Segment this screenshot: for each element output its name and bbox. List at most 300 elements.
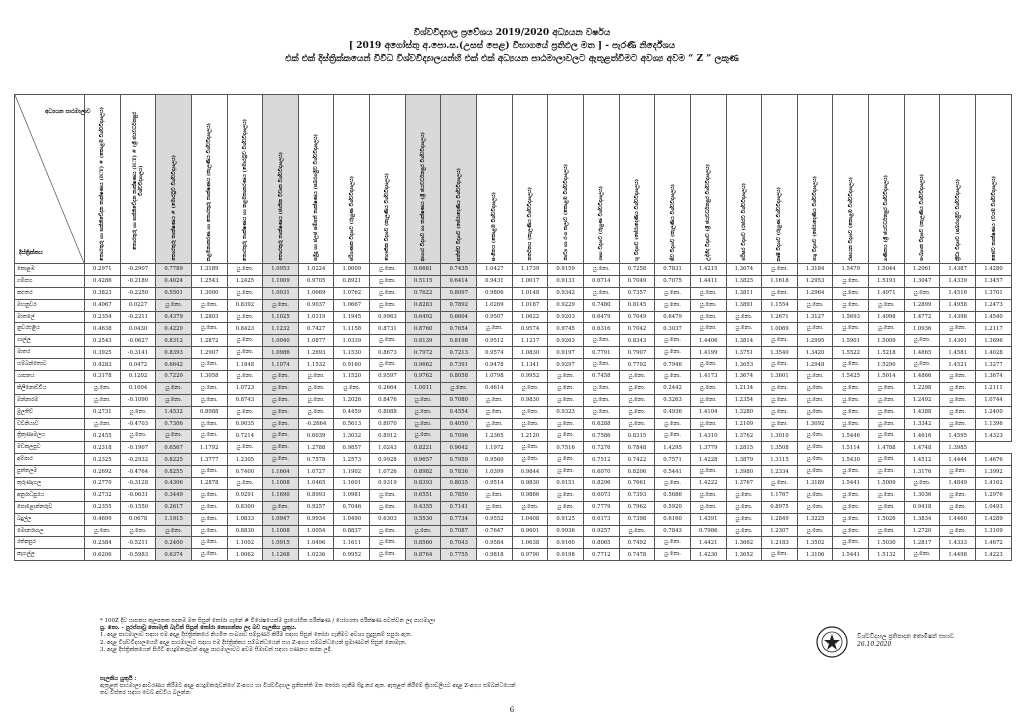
- z-score-cell: 1.4391: [690, 513, 726, 525]
- z-score-cell: යු.නො.: [762, 406, 798, 418]
- z-score-cell: 0.9131: [548, 275, 584, 287]
- column-header: [619, 95, 655, 264]
- z-score-cell: 1.4223: [976, 549, 1012, 561]
- column-header-label: කෘෂි විද්‍යාව (රුහුණ විශ්වවිද්‍යාලය): [776, 186, 783, 261]
- z-score-cell: යු.නො.: [690, 382, 726, 394]
- z-score-cell: 1.2693: [298, 347, 334, 359]
- z-score-cell: යු.නො.: [690, 287, 726, 299]
- signature-office: විශ්වවිද්‍යාල ප්‍රතිපාදන කොමිෂන් සභාව: [857, 633, 955, 640]
- z-score-cell: 1.0243: [370, 442, 406, 454]
- z-score-cell: යු.නො.: [191, 525, 227, 537]
- z-score-cell: 1.5218: [869, 347, 905, 359]
- z-score-cell: යු.නො.: [904, 287, 940, 299]
- z-score-cell: 1.3674: [976, 371, 1012, 383]
- z-score-cell: 1.1158: [334, 323, 370, 335]
- z-score-cell: 1.0727: [298, 466, 334, 478]
- z-score-cell: 0.8975: [762, 501, 798, 513]
- table-corner-cell: [15, 95, 91, 264]
- z-score-cell: 0.7755: [441, 549, 477, 561]
- z-score-cell: යු.නො.: [156, 382, 192, 394]
- z-score-cell: 1.4339: [940, 275, 976, 287]
- z-score-cell: යු.නො.: [797, 489, 833, 501]
- column-header-label: පරිසර විද්‍යාව (රජරට විශ්වවිද්‍යාලය): [740, 183, 747, 261]
- footnote-na: යු. නො. - පුරප්පාඩු නොමැති බැවින් සිසුන් තෝරා නොගන්නා ලද බව සැලකිය යුතුය.: [100, 625, 297, 632]
- z-score-cell: යු.නො.: [690, 394, 726, 406]
- district-name: මඩකලපුව: [15, 442, 85, 454]
- column-header: [904, 95, 940, 264]
- z-score-cell: 0.2354: [85, 311, 121, 323]
- z-score-cell: 1.4173: [690, 371, 726, 383]
- z-score-cell: යු.නො.: [655, 537, 691, 549]
- z-score-cell: 1.1915: [156, 513, 192, 525]
- footnote-2: 2. අදාළ විශ්වවිද්‍යාලයෙහි අදාළ පාඨමාලාව සඳහා එම දිස්ත්‍රික්කය සම්බන්ධයෙන් සහ Z-අගය සම්බන්ධයෙන් ප්‍රමාණවත් සිසුන් නොමැත.: [100, 639, 407, 646]
- z-score-cell: 0.8921: [334, 275, 370, 287]
- z-score-cell: 0.3178: [85, 371, 121, 383]
- z-score-cell: 1.2872: [191, 335, 227, 347]
- column-header: [298, 95, 334, 264]
- corner-diagonal: [15, 95, 84, 263]
- table-body: [15, 264, 1012, 561]
- z-score-cell: -0.0627: [120, 335, 156, 347]
- z-score-cell: 1.4228: [690, 454, 726, 466]
- z-score-cell: 0.7480: [583, 299, 619, 311]
- z-score-cell: 0.8988: [191, 406, 227, 418]
- district-name: මාතර: [15, 347, 85, 359]
- z-score-cell: 0.4024: [156, 275, 192, 287]
- column-header: [583, 95, 619, 264]
- table-row: [15, 264, 1012, 276]
- z-score-cell: 0.9662: [405, 359, 441, 371]
- table-row: [15, 466, 1012, 478]
- district-name: යාපනය: [15, 371, 85, 383]
- z-score-cell: 0.9297: [548, 359, 584, 371]
- z-score-cell: 1.1945: [334, 311, 370, 323]
- z-score-cell: 1.2543: [191, 275, 227, 287]
- z-score-cell: යු.නො.: [726, 323, 762, 335]
- z-score-cell: යු.නො.: [762, 478, 798, 490]
- column-header: [191, 95, 227, 264]
- z-score-cell: 0.4283: [85, 359, 121, 371]
- z-score-cell: 0.7734: [441, 513, 477, 525]
- z-score-cell: 0.5115: [405, 275, 441, 287]
- z-score-cell: 1.4398: [940, 311, 976, 323]
- z-score-cell: 1.5014: [869, 371, 905, 383]
- footnotes: [100, 618, 800, 654]
- z-score-cell: 1.1792: [191, 442, 227, 454]
- z-score-cell: 1.3652: [726, 549, 762, 561]
- z-score-cell: 0.9934: [298, 513, 334, 525]
- z-score-cell: 0.3449: [156, 489, 192, 501]
- z-score-cell: යු.නො.: [726, 501, 762, 513]
- z-score-cell: 1.0726: [370, 466, 406, 478]
- z-score-cell: 0.9560: [477, 454, 513, 466]
- z-score-cell: 1.3811: [726, 287, 762, 299]
- column-header: [976, 95, 1012, 264]
- z-score-cell: 0.4286: [85, 275, 121, 287]
- z-score-cell: 0.7141: [441, 501, 477, 513]
- z-score-cell: යු.නො.: [263, 371, 299, 383]
- z-score-cell: -0.2250: [120, 287, 156, 299]
- z-score-cell: 1.2400: [976, 406, 1012, 418]
- z-score-cell: යු.නො.: [477, 418, 513, 430]
- z-score-cell: 0.5501: [156, 287, 192, 299]
- z-score-cell: යු.නො.: [904, 478, 940, 490]
- table-row: [15, 418, 1012, 430]
- z-score-cell: 1.4333: [940, 537, 976, 549]
- z-score-cell: යු.නො.: [334, 382, 370, 394]
- z-score-cell: 1.3985: [940, 442, 976, 454]
- z-score-cell: 0.7791: [583, 347, 619, 359]
- z-score-cell: 0.7422: [619, 454, 655, 466]
- z-score-cell: 1.3779: [690, 442, 726, 454]
- z-score-cell: යු.නො.: [833, 275, 869, 287]
- z-score-cell: 1.4595: [940, 430, 976, 442]
- z-score-cell: 0.6551: [405, 489, 441, 501]
- z-score-cell: 1.1025: [263, 311, 299, 323]
- z-score-cell: යු.නො.: [833, 525, 869, 537]
- z-score-cell: යු.නො.: [797, 394, 833, 406]
- z-score-cell: 0.9952: [334, 549, 370, 561]
- z-score-cell: යු.නො.: [512, 442, 548, 454]
- z-score-cell: යු.නො.: [477, 501, 513, 513]
- district-name: පුත්තලම: [15, 466, 85, 478]
- z-score-cell: 1.4866: [904, 371, 940, 383]
- z-score-cell: යු.නො.: [263, 394, 299, 406]
- z-score-cell: -0.2664: [298, 418, 334, 430]
- z-score-cell: 0.2325: [85, 454, 121, 466]
- z-score-cell: යු.නො.: [833, 359, 869, 371]
- column-header-label: රසායන විද්‍යාව (කොළඹ විශ්වවිද්‍යාලය): [847, 176, 854, 261]
- z-score-cell: 1.3109: [976, 525, 1012, 537]
- z-score-cell: 1.1611: [334, 537, 370, 549]
- z-score-cell: යු.නො.: [548, 466, 584, 478]
- z-score-cell: 1.3420: [797, 347, 833, 359]
- z-score-cell: 1.4521: [940, 359, 976, 371]
- z-score-cell: 1.0877: [298, 335, 334, 347]
- z-score-cell: යු.නො.: [655, 418, 691, 430]
- z-score-cell: 1.0744: [976, 394, 1012, 406]
- footnote-3: 3. අදාළ දිස්ත්‍රික්කයෙන් පිහිටි අයදුම්කරුවන් අදාළ පාඨමාලාවට අවම සීමාවක් සඳහා ගණනය කරන ලදී.: [100, 646, 332, 653]
- z-score-cell: 1.0981: [334, 489, 370, 501]
- z-score-cell: යු.නො.: [405, 418, 441, 430]
- z-score-cell: යු.නො.: [191, 394, 227, 406]
- z-score-cell: 0.7435: [441, 264, 477, 276]
- z-score-cell: යු.නො.: [619, 406, 655, 418]
- z-score-cell: 0.8206: [619, 466, 655, 478]
- table-row: [15, 335, 1012, 347]
- column-header-label: නාට්‍ය හා රංග කලාව (කොළඹ විශ්වවිද්‍යාලය): [562, 164, 569, 261]
- z-score-cell: යු.නො.: [619, 371, 655, 383]
- z-score-cell: යු.නො.: [191, 418, 227, 430]
- z-score-cell: යු.නො.: [619, 525, 655, 537]
- z-score-cell: 1.3508: [762, 442, 798, 454]
- district-name: මහනුවර: [15, 299, 85, 311]
- z-score-cell: 1.4788: [869, 442, 905, 454]
- z-score-cell: 0.2543: [85, 335, 121, 347]
- z-score-cell: 0.7400: [227, 466, 263, 478]
- z-score-cell: 1.4540: [976, 311, 1012, 323]
- z-score-cell: යු.නො.: [833, 287, 869, 299]
- z-score-cell: 1.5479: [833, 264, 869, 276]
- z-score-cell: 1.3032: [334, 430, 370, 442]
- column-header: [833, 95, 869, 264]
- z-score-cell: 0.2770: [85, 478, 121, 490]
- z-score-cell: යු.නො.: [477, 489, 513, 501]
- z-score-cell: 0.6604: [441, 311, 477, 323]
- z-score-cell: 1.3106: [797, 549, 833, 561]
- z-score-cell: යු.නො.: [263, 501, 299, 513]
- z-score-cell: යු.නො.: [762, 264, 798, 276]
- z-score-cell: -0.2907: [120, 264, 156, 276]
- z-score-cell: යු.නො.: [85, 525, 121, 537]
- column-header-label: තොරතුරු හා සන්නිවේදන තාක්ෂණය (ICT) # (ශ්‍රී ජයවර්ධනපුර විශ්වවිද්‍යාලය): [131, 111, 144, 251]
- z-score-cell: 0.7357: [619, 287, 655, 299]
- z-score-cell: යු.නො.: [477, 406, 513, 418]
- z-score-cell: 1.1902: [334, 466, 370, 478]
- z-score-cell: 0.7850: [441, 489, 477, 501]
- z-score-cell: යු.නො.: [869, 299, 905, 311]
- z-score-cell: 1.0940: [263, 335, 299, 347]
- district-name: පොළොන්නරුව: [15, 501, 85, 513]
- z-score-cell: 1.4849: [940, 478, 976, 490]
- z-score-cell: 0.7306: [156, 418, 192, 430]
- district-name: මාතලේ: [15, 311, 85, 323]
- z-score-cell: 0.8743: [227, 394, 263, 406]
- z-score-cell: යු.නො.: [655, 371, 691, 383]
- z-score-cell: 0.7213: [441, 347, 477, 359]
- z-score-cell: 1.3601: [762, 371, 798, 383]
- z-score-cell: 1.2720: [904, 525, 940, 537]
- z-score-cell: 0.4554: [441, 406, 477, 418]
- district-name: රත්නපුර: [15, 537, 85, 549]
- z-score-cell: 1.1268: [263, 549, 299, 561]
- z-score-cell: යු.නො.: [191, 430, 227, 442]
- z-score-cell: 0.9928: [370, 454, 406, 466]
- z-score-cell: 1.0622: [512, 311, 548, 323]
- z-score-cell: -0.4764: [120, 466, 156, 478]
- z-score-cell: 0.9319: [370, 478, 406, 490]
- z-score-cell: 0.9818: [477, 549, 513, 561]
- z-score-cell: යු.නො.: [583, 382, 619, 394]
- z-score-cell: -0.5983: [120, 549, 156, 561]
- column-header-label: කළමනාකරණ හා තොරතුරු තාක්ෂණය (කැලණිය විශ්වවිද්‍යාලය): [206, 122, 213, 261]
- z-score-cell: 0.9160: [334, 359, 370, 371]
- z-score-cell: 0.9866: [512, 489, 548, 501]
- table-row: [15, 359, 1012, 371]
- z-score-cell: යු.නො.: [690, 359, 726, 371]
- z-score-cell: 1.5009: [869, 478, 905, 490]
- z-score-cell: 1.4388: [904, 406, 940, 418]
- z-score-cell: 0.0472: [120, 359, 156, 371]
- column-header: [334, 95, 370, 264]
- z-score-cell: 0.9574: [512, 323, 548, 335]
- z-score-cell: යු.නො.: [833, 418, 869, 430]
- z-score-cell: 1.4280: [976, 264, 1012, 276]
- z-score-cell: 0.6714: [583, 275, 619, 287]
- z-score-cell: 0.4355: [405, 501, 441, 513]
- z-score-cell: 0.7512: [583, 454, 619, 466]
- z-score-cell: 0.8058: [441, 371, 477, 383]
- table-row: [15, 311, 1012, 323]
- table-row: [15, 513, 1012, 525]
- z-score-cell: 1.0017: [512, 275, 548, 287]
- column-header: [548, 95, 584, 264]
- z-score-cell: 1.1972: [477, 442, 513, 454]
- z-score-cell: යු.නො.: [797, 442, 833, 454]
- z-score-cell: 1.4323: [976, 430, 1012, 442]
- z-score-cell: යු.නො.: [869, 394, 905, 406]
- signature-date: 26.10.2020: [857, 641, 892, 648]
- z-score-cell: යු.නො.: [583, 406, 619, 418]
- z-score-cell: 1.3674: [726, 264, 762, 276]
- z-score-cell: යු.නො.: [370, 359, 406, 371]
- z-score-cell: යු.නො.: [191, 549, 227, 561]
- z-score-cell: 1.3701: [976, 287, 1012, 299]
- z-score-cell: 0.7779: [583, 501, 619, 513]
- z-score-cell: 0.5530: [405, 513, 441, 525]
- z-score-cell: 1.3777: [191, 454, 227, 466]
- z-score-cell: 0.0227: [120, 299, 156, 311]
- z-score-cell: 0.7042: [619, 323, 655, 335]
- z-score-cell: 1.1618: [762, 275, 798, 287]
- z-score-cell: 1.3176: [904, 466, 940, 478]
- z-score-cell: 1.0408: [512, 513, 548, 525]
- z-score-cell: 1.1532: [298, 359, 334, 371]
- z-score-cell: යු.නො.: [833, 299, 869, 311]
- z-score-cell: 0.8300: [227, 501, 263, 513]
- z-score-cell: 0.7578: [298, 454, 334, 466]
- z-score-cell: යු.නො.: [548, 454, 584, 466]
- z-score-cell: 1.1601: [334, 478, 370, 490]
- z-score-cell: 1.5441: [833, 478, 869, 490]
- z-score-cell: යු.නො.: [869, 382, 905, 394]
- z-score-cell: -0.2189: [120, 275, 156, 287]
- z-score-cell: 0.7892: [441, 299, 477, 311]
- z-score-cell: 1.1848: [227, 359, 263, 371]
- note-section: [100, 676, 800, 698]
- z-score-cell: 1.3502: [797, 537, 833, 549]
- z-score-cell: යු.නො.: [370, 335, 406, 347]
- z-score-cell: 1.0224: [298, 264, 334, 276]
- z-score-cell: 0.5613: [334, 418, 370, 430]
- z-score-cell: යු.නො.: [690, 299, 726, 311]
- z-score-cell: 0.8912: [370, 430, 406, 442]
- z-score-cell: 1.1739: [512, 264, 548, 276]
- z-score-cell: 0.8393: [405, 478, 441, 490]
- z-score-cell: යු.නො.: [762, 382, 798, 394]
- z-score-cell: 1.1009: [263, 275, 299, 287]
- z-score-cell: 0.9160: [548, 537, 584, 549]
- z-score-cell: යු.නො.: [441, 382, 477, 394]
- z-score-cell: 1.4104: [690, 406, 726, 418]
- z-score-cell: 0.8764: [405, 549, 441, 561]
- z-score-cell: යු.නො.: [191, 513, 227, 525]
- z-score-cell: 0.4699: [85, 513, 121, 525]
- z-score-cell: යු.නො.: [85, 382, 121, 394]
- z-score-cell: 0.5441: [655, 466, 691, 478]
- z-score-cell: 0.7276: [583, 442, 619, 454]
- table-row: [15, 525, 1012, 537]
- z-score-cell: යු.නො.: [156, 430, 192, 442]
- z-score-cell: 1.3992: [976, 466, 1012, 478]
- z-score-cell: යු.නො.: [869, 323, 905, 335]
- z-score-cell: යු.නො.: [548, 394, 584, 406]
- z-score-cell: 0.9936: [548, 525, 584, 537]
- column-header: [690, 95, 726, 264]
- z-score-cell: 0.9514: [477, 478, 513, 490]
- z-score-cell: 0.6073: [583, 489, 619, 501]
- z-score-cell: 0.7075: [655, 275, 691, 287]
- z-score-cell: 1.0236: [298, 549, 334, 561]
- z-score-cell: 0.2971: [85, 264, 121, 276]
- z-score-cell: යු.නො.: [797, 454, 833, 466]
- z-score-cell: 0.9257: [583, 525, 619, 537]
- column-header-label: උද්භිද විද්‍යාව (ශ්‍රී ජයවර්ධනපුර විශ්වවිද්‍යාලය): [705, 164, 712, 261]
- z-score-cell: 1.2492: [904, 394, 940, 406]
- z-score-cell: 1.3751: [726, 347, 762, 359]
- z-score-cell: -0.1550: [120, 501, 156, 513]
- z-score-cell: 1.5132: [869, 549, 905, 561]
- z-score-cell: 1.4512: [904, 454, 940, 466]
- z-score-cell: 1.5446: [833, 430, 869, 442]
- district-name: බදුල්ල: [15, 513, 85, 525]
- z-score-cell: 0.6070: [583, 466, 619, 478]
- district-name: මුලතිව්: [15, 406, 85, 418]
- z-score-cell: 0.6288: [583, 418, 619, 430]
- z-score-cell: 1.0669: [298, 287, 334, 299]
- column-header-label: පරිගණක විද්‍යාව (රුහුණ විශ්වවිද්‍යාලය): [348, 175, 355, 261]
- z-score-cell: 0.6479: [583, 311, 619, 323]
- z-score-cell: 0.9507: [477, 311, 513, 323]
- z-score-cell: යු.නො.: [156, 299, 192, 311]
- z-score-cell: 0.7843: [655, 525, 691, 537]
- z-score-cell: 1.2964: [797, 287, 833, 299]
- z-score-cell: 1.0011: [405, 382, 441, 394]
- z-score-cell: 0.9263: [548, 335, 584, 347]
- z-score-cell: 0.8993: [298, 489, 334, 501]
- z-score-cell: 1.1396: [976, 418, 1012, 430]
- z-score-cell: 0.9478: [477, 359, 513, 371]
- z-score-cell: 0.9037: [298, 299, 334, 311]
- z-score-cell: යු.නො.: [690, 311, 726, 323]
- z-score-cell: 0.8476: [370, 394, 406, 406]
- z-score-cell: යු.නො.: [940, 394, 976, 406]
- z-score-cell: 1.0054: [298, 525, 334, 537]
- table-header-row: [15, 95, 1012, 264]
- z-score-cell: 1.1074: [263, 359, 299, 371]
- column-header-label: සමුද්‍ර හා ජලජ සම්පත් තාක්ෂණය (සබරගමුව විශ්වවිද්‍යාලය): [313, 134, 320, 261]
- z-score-cell: 1.2026: [334, 394, 370, 406]
- district-name: අම්පාර: [15, 454, 85, 466]
- z-score-cell: 1.0667: [334, 299, 370, 311]
- z-score-cell: 0.4306: [156, 478, 192, 490]
- table-row: [15, 287, 1012, 299]
- z-score-cell: යු.නො.: [833, 323, 869, 335]
- z-score-cell: 0.4220: [156, 323, 192, 335]
- signature-block: [815, 625, 1015, 675]
- z-score-cell: 1.4215: [690, 264, 726, 276]
- z-score-cell: යු.නො.: [797, 466, 833, 478]
- z-score-cell: යු.නො.: [227, 406, 263, 418]
- z-score-cell: 1.4748: [904, 442, 940, 454]
- z-score-cell: යු.නො.: [726, 311, 762, 323]
- z-score-cell: යු.නො.: [655, 430, 691, 442]
- z-score-cell: යු.නො.: [797, 382, 833, 394]
- z-score-cell: යු.නො.: [655, 335, 691, 347]
- z-score-cell: යු.නො.: [833, 382, 869, 394]
- z-score-cell: යු.නො.: [940, 406, 976, 418]
- z-score-cell: 0.9597: [370, 371, 406, 383]
